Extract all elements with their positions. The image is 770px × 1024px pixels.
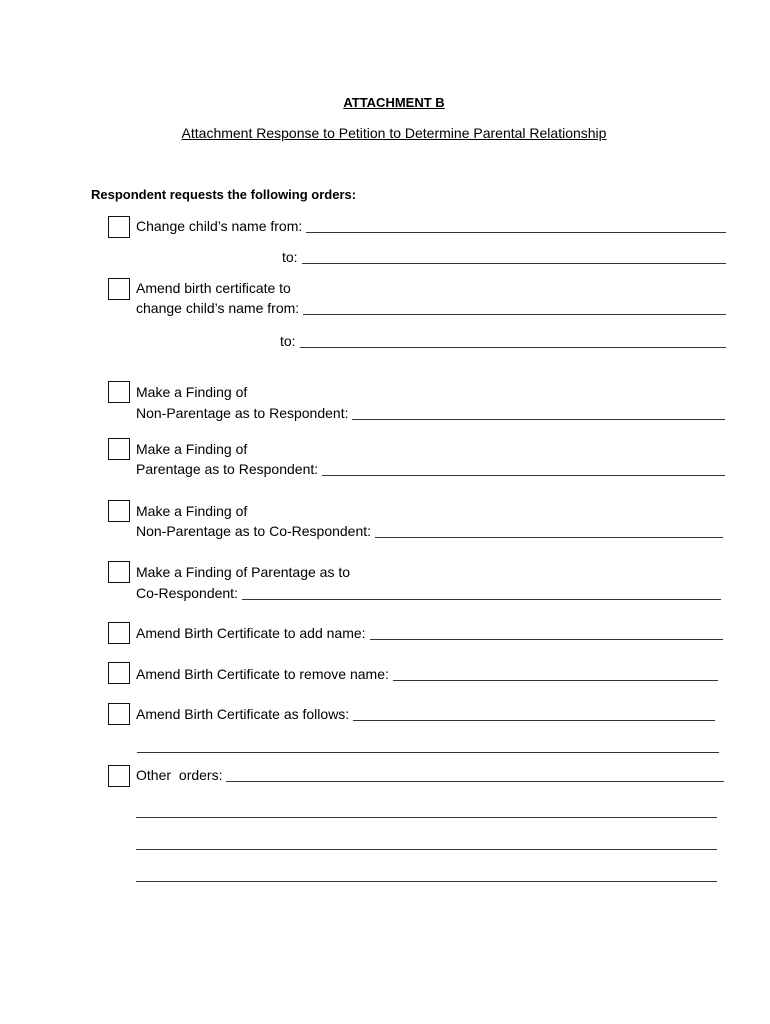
remove-name-checkbox[interactable] bbox=[108, 662, 130, 684]
other-orders-checkbox[interactable] bbox=[108, 765, 130, 787]
parentage-co-respondent-label-line1: Make a Finding of Parentage as to bbox=[136, 564, 351, 580]
parentage-co-respondent-row bbox=[136, 585, 721, 601]
amend-birth-certificate-name-checkbox[interactable] bbox=[108, 278, 130, 300]
as-follows-label: Amend Birth Certificate as follows: bbox=[136, 706, 350, 722]
change-name-to-row bbox=[282, 249, 726, 265]
change-name-to-field[interactable] bbox=[302, 249, 726, 264]
parentage-co-respondent-field[interactable] bbox=[242, 585, 721, 600]
amend-birth-certificate-name-label-line1: Amend birth certificate to bbox=[136, 280, 291, 296]
other-orders-label: Other orders: bbox=[136, 767, 223, 783]
change-name-from-field[interactable] bbox=[306, 218, 726, 233]
amend-birth-certificate-name-row bbox=[136, 300, 726, 316]
non-parentage-respondent-checkbox[interactable] bbox=[108, 381, 130, 403]
non-parentage-co-respondent-label-line2: Non-Parentage as to Co-Respondent: bbox=[136, 523, 372, 539]
other-orders-extra-line-2[interactable] bbox=[136, 849, 717, 850]
as-follows-row bbox=[136, 706, 715, 722]
other-orders-row bbox=[136, 767, 724, 783]
amend-birth-certificate-name-to-row bbox=[280, 333, 726, 349]
non-parentage-respondent-label-line1: Make a Finding of bbox=[136, 384, 248, 400]
non-parentage-co-respondent-row bbox=[136, 523, 723, 539]
parentage-respondent-row bbox=[136, 461, 725, 477]
document-subtitle: Attachment Response to Petition to Determine Parental Relationship bbox=[181, 125, 607, 141]
amend-birth-certificate-name-label-line2: change child’s name from: bbox=[136, 300, 300, 316]
parentage-co-respondent-checkbox[interactable] bbox=[108, 561, 130, 583]
as-follows-field[interactable] bbox=[353, 706, 715, 721]
change-name-label: Change child’s name from: bbox=[136, 218, 303, 234]
as-follows-extra-line[interactable] bbox=[137, 752, 719, 753]
parentage-respondent-label-line1: Make a Finding of bbox=[136, 441, 248, 457]
non-parentage-co-respondent-checkbox[interactable] bbox=[108, 500, 130, 522]
remove-name-row bbox=[136, 666, 718, 682]
add-name-field[interactable] bbox=[370, 625, 723, 640]
parentage-co-respondent-label-line2: Co-Respondent: bbox=[136, 585, 238, 601]
non-parentage-respondent-field[interactable] bbox=[352, 405, 725, 420]
parentage-respondent-checkbox[interactable] bbox=[108, 438, 130, 460]
add-name-checkbox[interactable] bbox=[108, 622, 130, 644]
remove-name-label: Amend Birth Certificate to remove name: bbox=[136, 666, 389, 682]
other-orders-extra-line-3[interactable] bbox=[136, 881, 717, 882]
parentage-respondent-field[interactable] bbox=[322, 461, 725, 476]
as-follows-checkbox[interactable] bbox=[108, 703, 130, 725]
other-orders-extra-line-1[interactable] bbox=[136, 817, 717, 818]
parentage-respondent-label-line2: Parentage as to Respondent: bbox=[136, 461, 319, 477]
amend-birth-certificate-name-to-label: to: bbox=[280, 333, 296, 349]
non-parentage-co-respondent-label-line1: Make a Finding of bbox=[136, 503, 248, 519]
change-name-row bbox=[136, 218, 726, 234]
change-name-checkbox[interactable] bbox=[108, 216, 130, 238]
amend-birth-certificate-name-from-field[interactable] bbox=[303, 300, 726, 315]
change-name-to-label: to: bbox=[282, 249, 298, 265]
section-heading: Respondent requests the following orders: bbox=[91, 187, 357, 202]
non-parentage-respondent-label-line2: Non-Parentage as to Respondent: bbox=[136, 405, 349, 421]
add-name-row bbox=[136, 625, 723, 641]
remove-name-field[interactable] bbox=[393, 666, 718, 681]
document-title: ATTACHMENT B bbox=[343, 95, 445, 110]
non-parentage-co-respondent-field[interactable] bbox=[375, 523, 723, 538]
non-parentage-respondent-row bbox=[136, 405, 725, 421]
amend-birth-certificate-name-to-field[interactable] bbox=[300, 333, 726, 348]
other-orders-field[interactable] bbox=[226, 767, 724, 782]
add-name-label: Amend Birth Certificate to add name: bbox=[136, 625, 366, 641]
